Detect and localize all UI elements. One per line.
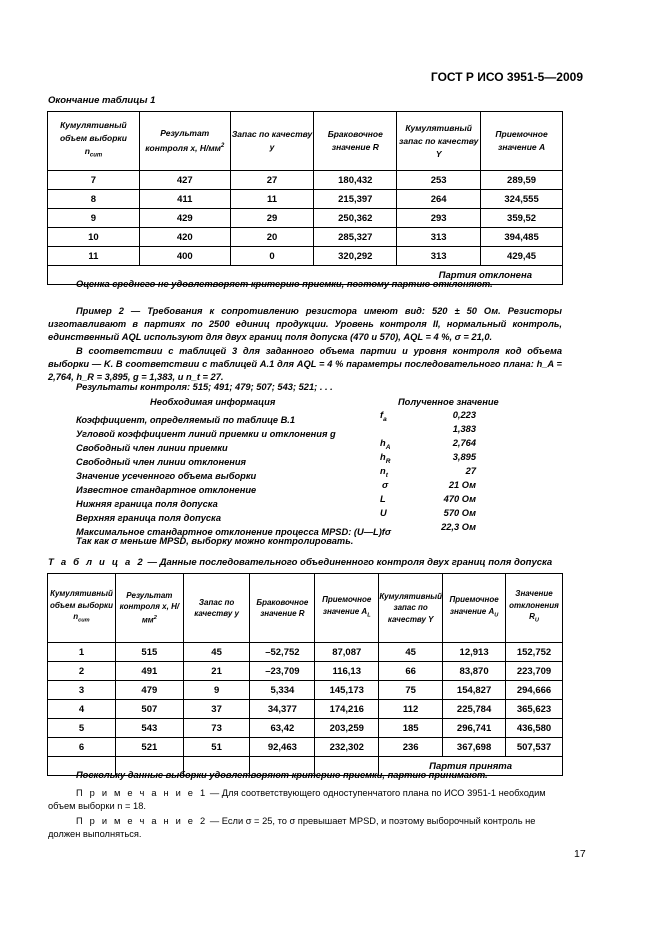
table-cell: 27 xyxy=(230,171,314,190)
table-cell: 367,698 xyxy=(443,738,506,757)
document-standard-header: ГОСТ Р ИСО 3951-5—2009 xyxy=(430,70,583,84)
table-row xyxy=(48,662,563,681)
table-cell: 180,432 xyxy=(314,171,397,190)
table-cell: 51 xyxy=(183,738,250,757)
parameter-row: Свободный член линии приемки $h_A$ 2,764 xyxy=(76,438,476,453)
table-cell: 116,13 xyxy=(315,662,379,681)
control-results: Результаты контроля: 515; 491; 479; 507; 543; 521; . . . xyxy=(76,382,333,392)
table-cell: 225,784 xyxy=(443,700,506,719)
table-row xyxy=(48,247,563,266)
note-1-text: — Для соответствующего одноступенчатого плана по ИСО 3951-1 необходим объем выборки n = 18. xyxy=(48,788,546,811)
table-cell: 92,463 xyxy=(250,738,315,757)
parameter-row: Угловой коэффициент линий приемки и отклонения g 1,383 xyxy=(76,424,476,439)
table-cell: 87,087 xyxy=(315,643,379,662)
table-cell: 63,42 xyxy=(250,719,315,738)
table-cell: 285,327 xyxy=(314,228,397,247)
table-cell: 521 xyxy=(115,738,183,757)
table-cell: 411 xyxy=(139,190,230,209)
table-cell: 9 xyxy=(48,209,140,228)
table-cell: 313 xyxy=(397,247,481,266)
table-row xyxy=(48,643,563,662)
table-cell: –52,752 xyxy=(250,643,315,662)
t2-header-r: Браковочное значение R xyxy=(250,574,315,643)
table-cell: 29 xyxy=(230,209,314,228)
table-cell: 3 xyxy=(48,681,116,700)
plan-parameters-paragraph xyxy=(48,345,562,384)
table-cell: 215,397 xyxy=(314,190,397,209)
table-cell: 174,216 xyxy=(315,700,379,719)
parameter-row: Верхняя граница поля допуска U 570 Ом xyxy=(76,508,476,523)
t1-header-x: Результат контроля x, $Н/мм^2$ xyxy=(139,112,230,171)
table-cell: 293 xyxy=(397,209,481,228)
info-heading: Необходимая информация xyxy=(150,397,276,407)
parameter-row: Максимальное стандартное отклонение процесса MPSD: (U—L)fσ 22,3 Ом xyxy=(76,522,476,537)
t2-header-n: Кумулятивный объем выборки $n_{cum}$ xyxy=(48,574,116,643)
table2-caption: Т а б л и ц а 2 — Данные последовательного объединенного контроля двух границ поля допуска xyxy=(48,557,553,568)
table-row xyxy=(48,681,563,700)
table-cell: 9 xyxy=(183,681,250,700)
table-cell: 515 xyxy=(115,643,183,662)
t2-header-Y: Кумулятивный запас по качеству Y xyxy=(379,574,443,643)
table-cell: 429 xyxy=(139,209,230,228)
table-cell: –23,709 xyxy=(250,662,315,681)
table-cell: 320,292 xyxy=(314,247,397,266)
table-cell: 479 xyxy=(115,681,183,700)
plan-parameters-text: В соответствии с таблицей 3 для заданного объема партии и уровня контроля код объема выборки — K. В соответствии с таблицей A.1 для AQL = 4 % параметры последовательного плана: h_A = 2,764, h_R = 3,895, g = 1,383, и n_t = 27. xyxy=(48,346,562,382)
table-cell: 4 xyxy=(48,700,116,719)
table1 xyxy=(47,111,563,285)
t2-header-ru: Значение отклонения $R_U$ xyxy=(506,574,563,643)
table1-caption: Окончание таблицы 1 xyxy=(48,95,156,106)
table-cell: 296,741 xyxy=(443,719,506,738)
t1-header-r: Браковочное значение R xyxy=(314,112,397,171)
table-row xyxy=(48,719,563,738)
table-row xyxy=(48,738,563,757)
table-row xyxy=(48,171,563,190)
example-2-paragraph: Пример 2 — Требования к сопротивлению резистора имеют вид: 520 ± 50 Ом. Резисторы изготавливают в партиях по 2500 единиц продукции. Уровень контроля II, нормальный контроль, единственный AQL используют для двух границ поля допуска (470 и 570), AQL = 4 %, σ = 21,0. xyxy=(48,306,562,342)
table-cell: 11 xyxy=(48,247,140,266)
table-cell: 264 xyxy=(397,190,481,209)
parameter-row: Значение усеченного объема выборки $n_t$ 27 xyxy=(76,466,476,481)
table-cell: 543 xyxy=(115,719,183,738)
table-cell: 8 xyxy=(48,190,140,209)
parameter-row: Коэффициент, определяемый по таблице В.1 $f_a$ 0,223 xyxy=(76,410,476,425)
table1-header-row xyxy=(48,112,563,171)
table-cell: 185 xyxy=(379,719,443,738)
table-cell: 203,259 xyxy=(315,719,379,738)
parameter-row: Известное стандартное отклонение σ 21 Ом xyxy=(76,480,476,495)
table-cell: 294,666 xyxy=(506,681,563,700)
table-row xyxy=(48,209,563,228)
table-cell: 11 xyxy=(230,190,314,209)
table-cell: 152,752 xyxy=(506,643,563,662)
table-row xyxy=(48,190,563,209)
t2-header-y: Запас по качеству y xyxy=(183,574,250,643)
table-cell: 45 xyxy=(183,643,250,662)
table-cell: 7 xyxy=(48,171,140,190)
note-1-label: П р и м е ч а н и е 1 xyxy=(76,788,208,798)
table-cell: 250,362 xyxy=(314,209,397,228)
parameter-list xyxy=(76,410,476,536)
table-cell: 2 xyxy=(48,662,116,681)
note-2 xyxy=(48,815,562,841)
table-cell: 75 xyxy=(379,681,443,700)
table-cell: 232,302 xyxy=(315,738,379,757)
table-cell: 145,173 xyxy=(315,681,379,700)
t2-header-al: Приемочное значение $A_L$ xyxy=(315,574,379,643)
conclusion-accepted: Поскольку данные выборки удовлетворяют критерию приемки, партию принимают. xyxy=(76,770,488,780)
table-cell: 253 xyxy=(397,171,481,190)
table-cell: 5 xyxy=(48,719,116,738)
table1-footer: Партия отклонена xyxy=(48,266,563,285)
page-number: 17 xyxy=(574,848,586,860)
table-cell: 223,709 xyxy=(506,662,563,681)
table-cell: 429,45 xyxy=(481,247,563,266)
table-cell: 66 xyxy=(379,662,443,681)
table-row xyxy=(48,228,563,247)
table-cell: 236 xyxy=(379,738,443,757)
table2-header-row xyxy=(48,574,563,643)
table-cell: 324,555 xyxy=(481,190,563,209)
table-cell: 491 xyxy=(115,662,183,681)
value-heading: Полученное значение xyxy=(398,397,499,407)
table-cell: 359,52 xyxy=(481,209,563,228)
table-cell: 1 xyxy=(48,643,116,662)
t1-header-Y: Кумулятивный запас по качеству Y xyxy=(397,112,481,171)
table-cell: 507,537 xyxy=(506,738,563,757)
table-cell: 289,59 xyxy=(481,171,563,190)
table-cell: 112 xyxy=(379,700,443,719)
table-cell: 12,913 xyxy=(443,643,506,662)
table-cell: 37 xyxy=(183,700,250,719)
table2 xyxy=(47,573,563,776)
table-cell: 507 xyxy=(115,700,183,719)
table-cell: 420 xyxy=(139,228,230,247)
table2-footer: Партия принята xyxy=(379,757,563,776)
table-cell: 394,485 xyxy=(481,228,563,247)
t1-header-n: Кумулятивный объем выборки $n_{cum}$ xyxy=(48,112,140,171)
parameter-row: Нижняя граница поля допуска L 470 Ом xyxy=(76,494,476,509)
table-cell: 0 xyxy=(230,247,314,266)
table-cell: 427 xyxy=(139,171,230,190)
table-row xyxy=(48,700,563,719)
table-cell: 436,580 xyxy=(506,719,563,738)
table-cell: 73 xyxy=(183,719,250,738)
table-cell: 365,623 xyxy=(506,700,563,719)
t1-header-y: Запас по качеству y xyxy=(230,112,314,171)
table-cell: 6 xyxy=(48,738,116,757)
t2-header-au: Приемочное значение $A_U$ xyxy=(443,574,506,643)
parameter-row: Свободный член линии отклонения $h_R$ 3,895 xyxy=(76,452,476,467)
t1-header-a: Приемочное значение A xyxy=(481,112,563,171)
note-1 xyxy=(48,787,562,813)
table-cell: 20 xyxy=(230,228,314,247)
note-2-text: — Если σ = 25, то σ превышает MPSD, и поэтому выборочный контроль не должен выполняться. xyxy=(48,816,536,839)
table-cell: 154,827 xyxy=(443,681,506,700)
table-cell: 10 xyxy=(48,228,140,247)
table-cell: 400 xyxy=(139,247,230,266)
t2-header-x: Результат контроля x, $Н/мм^2$ xyxy=(115,574,183,643)
table-cell: 83,870 xyxy=(443,662,506,681)
conclusion-rejected: Оценка среднего не удовлетворяет критерию приемки, поэтому партию отклоняют. xyxy=(76,279,493,289)
table-cell: 34,377 xyxy=(250,700,315,719)
mpsd-statement: Так как σ меньше MPSD, выборку можно контролировать. xyxy=(76,536,354,546)
table-cell: 45 xyxy=(379,643,443,662)
table-cell: 21 xyxy=(183,662,250,681)
note-2-label: П р и м е ч а н и е 2 xyxy=(76,816,208,826)
table-cell: 313 xyxy=(397,228,481,247)
table-cell: 5,334 xyxy=(250,681,315,700)
